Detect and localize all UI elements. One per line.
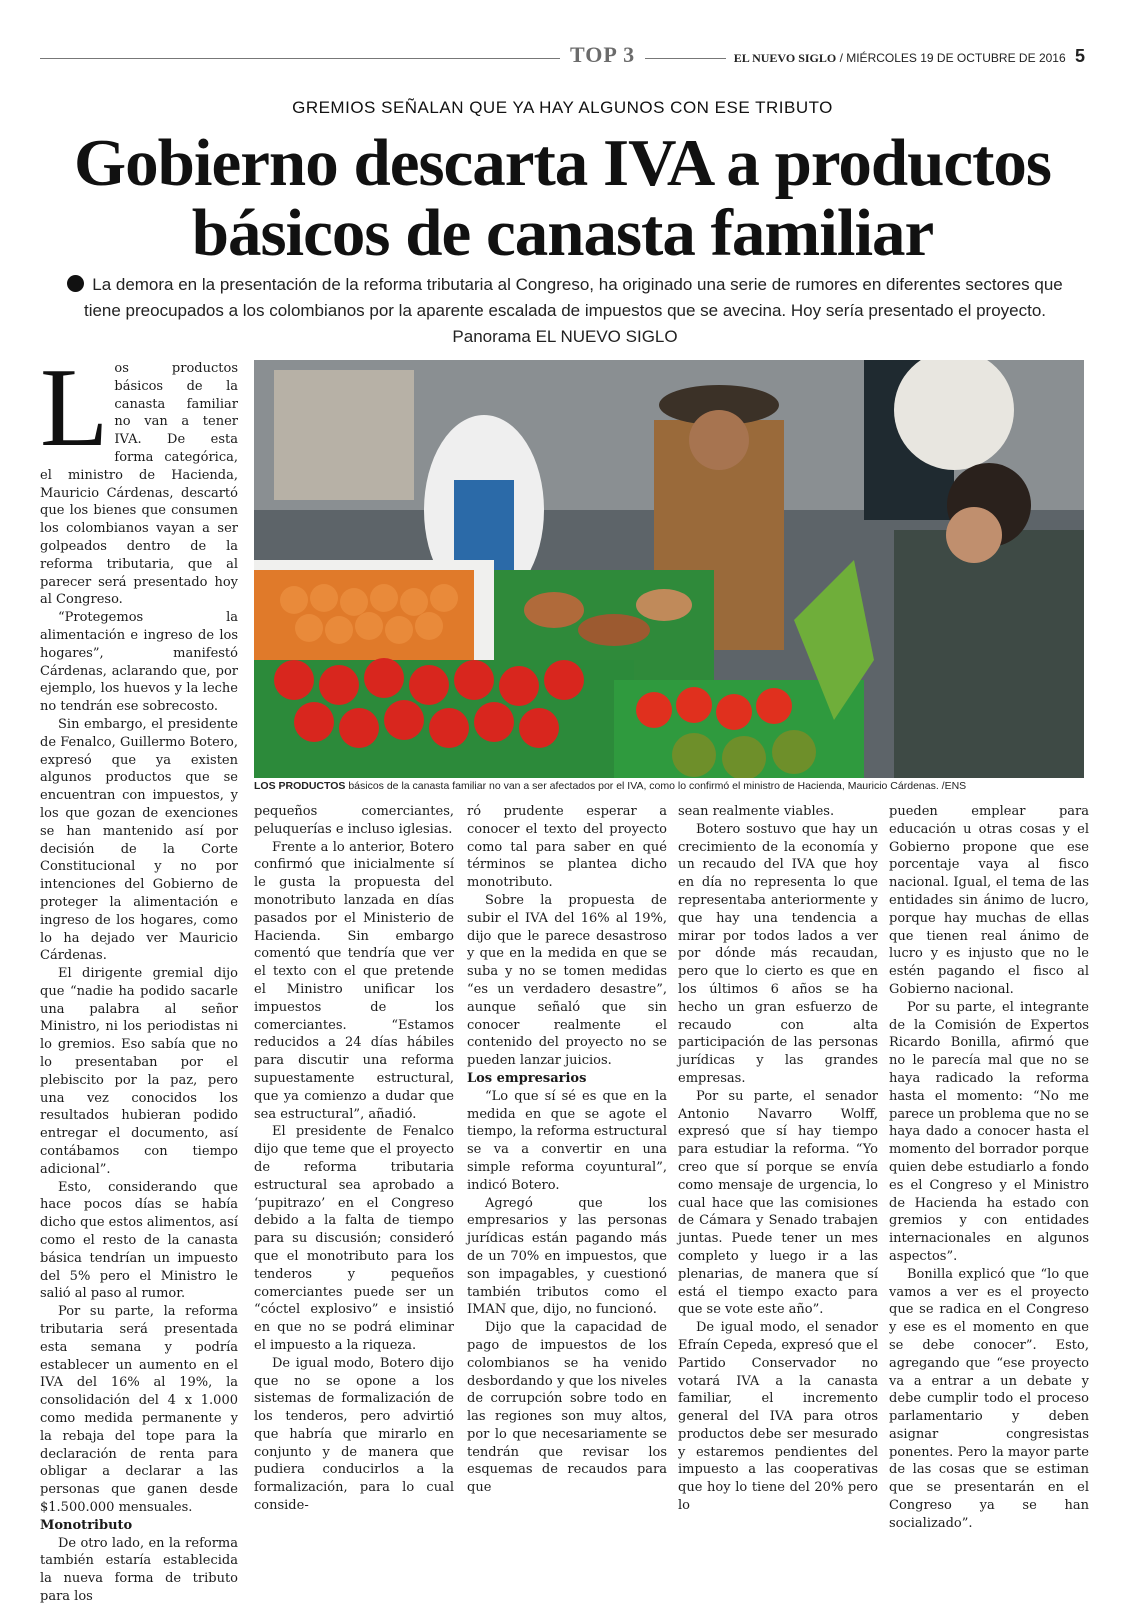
article-column-3 [467, 803, 667, 1497]
market-photo-illustration [254, 360, 1084, 778]
page-number: 5 [1074, 46, 1085, 66]
issue-date: / MIÉRCOLES 19 DE OCTUBRE DE 2016 [839, 51, 1066, 65]
lead-paragraph [60, 272, 1070, 350]
col2-p4: De igual modo, Botero dijo que no se opone a los sistemas de formalización de los tenderos, pero advirtió que habría que mirarlo en conjunto y de manera que pudiera conducirlos a la formalización, para lo cual conside- [254, 1355, 454, 1514]
bullet-icon [67, 275, 84, 292]
article-column-4 [678, 803, 878, 1515]
article-column-5 [889, 803, 1089, 1533]
dateline [726, 46, 1085, 67]
article-column-2 [254, 803, 454, 1515]
opening-paragraph [40, 346, 238, 609]
kicker: GREMIOS SEÑALAN QUE YA HAY ALGUNOS CON ESE TRIBUTO [292, 98, 833, 117]
col1-p6: Por su parte, la reforma tributaria será presentada esta semana y podría establecer un aumento en el IVA del 16% al 19%, la consolidación del 4 x 1.000 como medida permanente y la rebaja del tope para la declaración de renta para obligar a declarar a las personas que ganen desde $1.500.000 mensuales. [40, 1304, 238, 1515]
col5-p2: Por su parte, el integrante de la Comisión de Expertos Ricardo Bonilla, afirmó que no le parecía mal que no se haya radicado la reforma hasta el momento: “No me parece un problema que no se haya dado a conocer hasta el momento del borrador porque quien debe estudiarlo a fondo es el Congreso y el Ministro de Hacienda ha estado con gremios y con entidades internacionales en algunos aspectos”. [889, 999, 1089, 1264]
caption-credit: /ENS [938, 780, 967, 792]
col1-p4: El dirigente gremial dijo que “nadie ha podido sacarle una palabra al señor Ministro, ni los periodistas ni lo gremios. Eso sabía que no lo presentaban por el plebiscito por la paz, pero una vez conocidos los resultados hubieran podido entregar el documento, así contábamos con tiempo adicional”. [40, 966, 238, 1177]
col3-p3: “Lo que sí sé es que en la medida en que se agote el tiempo, la reforma estructural se va a convertir en una simple reforma coyuntural”, indicó Botero. [467, 1088, 668, 1193]
headline-line-1: Gobierno descarta IVA a productos [73, 126, 1052, 200]
col1-p5: Esto, considerando que hace pocos días se había dicho que estos alimentos, así como el resto de la canasta básica tendrían un impuesto del 5% pero el Ministro le salió al paso al rumor. [40, 1179, 238, 1302]
headline-line-2: básicos de canasta familiar [191, 196, 934, 270]
page-header [40, 40, 1085, 70]
col4-p4: De igual modo, el senador Efraín Cepeda, expresó que el Partido Conservador no votará IVA a la canasta familiar, el incremento general del IVA para otros productos debe ser mesurado y estaremos pendientes del impuesto a las cooperativas que hoy lo tiene del 20% pero lo [678, 1320, 878, 1514]
col5-p3: Bonilla explicó que “lo que vamos a ver es el proyecto que se radica en el Congreso y ese es el momento en que se debe conocer”. Esto, agregando que “ese proyecto va a entrar a un debate y debe cumplir todo el proceso parlamentario y deben asignar congresistas ponentes. Pero la mayor parte de las cosas que se estiman que se presentarán en el Congreso ya se han socializado”. [889, 1266, 1089, 1531]
col1-p1: os productos básicos de la canasta familiar no van a tener IVA. De esta forma categórica, el ministro de Hacienda, Mauricio Cárdenas, descartó que los bienes que consumen los colombianos vayan a ser golpeados dentro de la reforma tributaria, que al parecer será presentado hoy al Congreso. [40, 361, 238, 608]
col2-p3: El presidente de Fenalco dijo que teme que el proyecto de reforma tributaria estructural sea aprobado a ‘pupitrazo’ en el Congreso debido a la falta de tiempo para su discusión; consideró que el monotributo para los tenderos y pequeños comerciantes puede ser un “cóctel explosivo” e insistió en que no se podrá eliminar el impuesto a la riqueza. [254, 1124, 454, 1353]
col2-p1: pequeños comerciantes, peluquerías e incluso iglesias. [254, 804, 454, 837]
headline [0, 128, 1125, 268]
section-label: TOP 3 [560, 42, 645, 68]
col4-p3: Por su parte, el senador Antonio Navarro Wolff, expresó que sí hay tiempo para estudiar la reforma. “Yo creo que sí porque se envía como mensaje de urgencia, lo cual hace que las comisiones de Cámara y Senado trabajen juntas. Puede tener un mes completo y luego ir a las plenarias, de manera que sí está el tiempo exacto para que se vote este año”. [678, 1088, 878, 1318]
caption-text: básicos de la canasta familiar no van a ser afectados por el IVA, como lo confirmó el ministro de Hacienda, Mauricio Cárdenas. [345, 780, 939, 792]
col1-p3: Sin embargo, el presidente de Fenalco, Guillermo Botero, expresó que ya existen algunos productos que se encuentran con impuestos, y los que gozan de exenciones se han mantenido así por decisión de la Corte Constitucional y no por intenciones del Gobierno de proteger la alimentación e ingreso de los hogares, como lo ha dejado ver Mauricio Cárdenas. [40, 716, 238, 964]
drop-cap: L [40, 346, 109, 470]
subhead-monotributo: Monotributo [40, 1517, 133, 1533]
photo-caption [254, 780, 1084, 792]
col1-p7: De otro lado, en la reforma también estaría establecida la nueva forma de tributo para los [40, 1535, 238, 1604]
caption-label: LOS PRODUCTOS [254, 780, 346, 792]
article-column-1 [40, 346, 238, 1606]
paper-name: EL NUEVO SIGLO [733, 51, 837, 65]
lead-text: La demora en la presentación de la reforma tributaria al Congreso, ha originado una serie de rumores en diferentes sectores que tiene preocupados a los colombianos por la aparente escalada de impuestos que se avecina. Hoy sería presentado el proyecto. Panorama EL NUEVO SIGLO [83, 275, 1063, 346]
col1-p2: “Protegemos la alimentación e ingreso de los hogares”, manifestó Cárdenas, aclarando que, por ejemplo, los huevos y la leche no tendrán ese sobrecosto. [40, 610, 238, 715]
market-photo [254, 360, 1084, 778]
col2-p2: Frente a lo anterior, Botero confirmó que inicialmente sí le gusta la propuesta del monotributo lanzada en días pasados por el Ministerio de Hacienda. Sin embargo comentó que tendría que ver el texto con el que pretende el Ministro unificar los impuestos de los comerciantes. “Estamos reducidos a 24 días hábiles para discutir una reforma supuestamente estructural, que ya comienzo a dudar que sea estructural”, añadió. [254, 839, 454, 1122]
col5-p1: pueden emplear para educación u otras cosas y el Gobierno propone que ese porcentaje vaya al fisco nacional. Igual, el tema de las entidades sin ánimo de lucro, porque hay muchas de ellas que tienen real ánimo de lucro y es injusto que no le estén pagando el fisco al Gobierno nacional. [889, 804, 1089, 997]
subhead-empresarios: Los empresarios [467, 1070, 587, 1086]
col3-p5: Dijo que la capacidad de pago de impuestos de los colombianos se ha venido desbordando y que los niveles de corrupción sobre todo en las regiones son muy altos, por lo que necesariamente se tendrán que revisar los esquemas de recaudos para que [467, 1320, 667, 1496]
col3-p1: ró prudente esperar a conocer el texto del proyecto como tal para saber en qué términos se plantea dicho monotributo. [467, 804, 667, 891]
col3-p2: Sobre la propuesta de subir el IVA del 16% al 19%, dijo que le parece desastroso y que en la medida en que se suba y no se tomen medidas “es un verdadero desastre”, aunque señaló que sin conocer realmente el contenido del proyecto no se pueden lanzar juicios. [467, 892, 667, 1069]
col4-p1: sean realmente viables. [678, 804, 835, 819]
col3-p4: Agregó que los empresarios y las personas jurídicas están pagando más de un 70% en impuestos, que son impagables, y cuestionó también tributos como el IMAN que, dijo, no funcionó. [467, 1195, 667, 1318]
col4-p2: Botero sostuvo que hay un crecimiento de la economía y un recaudo del IVA que hoy en día no representa lo que representaba anteriormente y que hay una tendencia a mirar por todos lados a ver por dónde más recaudan, pero que lo cierto es que en los últimos 6 años se ha hecho un gran esfuerzo de recaudo con alta participación de las personas jurídicas y las grandes empresas. [678, 821, 878, 1086]
